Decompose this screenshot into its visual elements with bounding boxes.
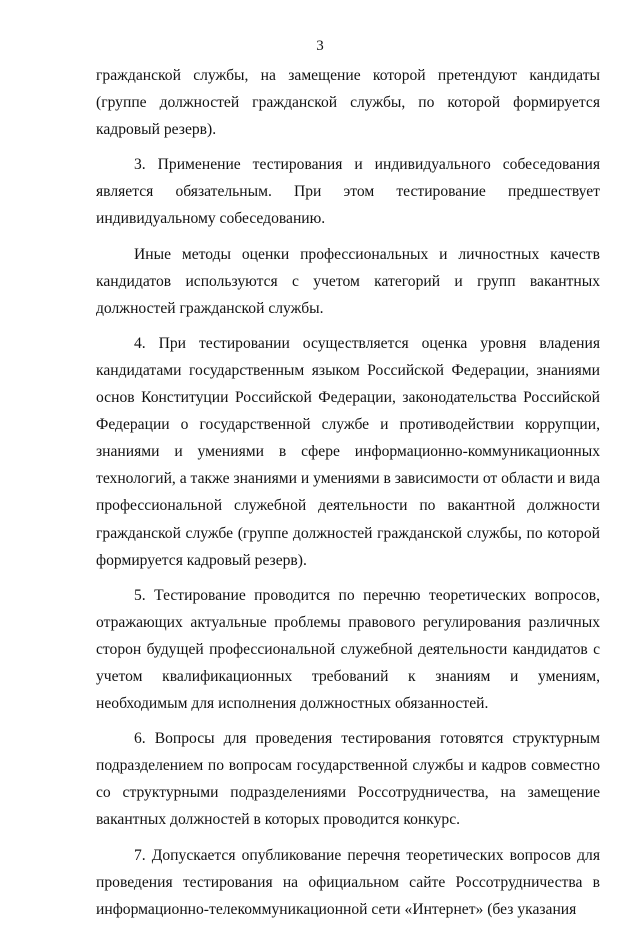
- paragraph-item-6: 6. Вопросы для проведения тестирования готовятся структурным подразделением по вопросам государственной службы и кадров совместно со структурными подразделениями Россотрудничества, на замещение вакантных должностей в которых проводится конкурс.: [96, 730, 600, 829]
- paragraph-continuation: гражданской службы, на замещение которой претендуют кандидаты (группе должностей гражданской службы, по которой формируется кадровый резерв).: [96, 67, 600, 139]
- paragraph-other-methods: Иные методы оценки профессиональных и личностных качеств кандидатов используются с учетом категорий и групп вакантных должностей гражданской службы.: [96, 245, 600, 317]
- paragraph-item-4: 4. При тестировании осуществляется оценка уровня владения кандидатами государственным языком Российской Федерации, знаниями основ Конституции Российской Федерации, законодательства Российской Федерации о государственной службе и противодействии коррупции, знаниями и умениями в сфере информационно-коммуникационных технологий, а также знаниями и умениями в зависимости от области и вида профессиональной служебной деятельности по вакантной должности гражданской службе (группе должностей гражданской службы, по которой формируется кадровый резерв).: [96, 334, 600, 569]
- document-body: [96, 62, 600, 931]
- paragraph-item-5: 5. Тестирование проводится по перечню теоретических вопросов, отражающих актуальные проблемы правового регулирования различных сторон будущей профессиональной служебной деятельности кандидатов с учетом квалификационных требований к знаниям и умениям, необходимым для исполнения должностных обязанностей.: [96, 586, 600, 713]
- page-number: 3: [316, 38, 324, 54]
- paragraph-item-3: 3. Применение тестирования и индивидуального собеседования является обязательным. При этом тестирование предшествует индивидуальному собеседованию.: [96, 156, 600, 228]
- paragraph-item-7: 7. Допускается опубликование перечня теоретических вопросов для проведения тестирования на официальном сайте Россотрудничества в информационно-телекоммуникационной сети «Интернет» (без указания: [96, 846, 600, 918]
